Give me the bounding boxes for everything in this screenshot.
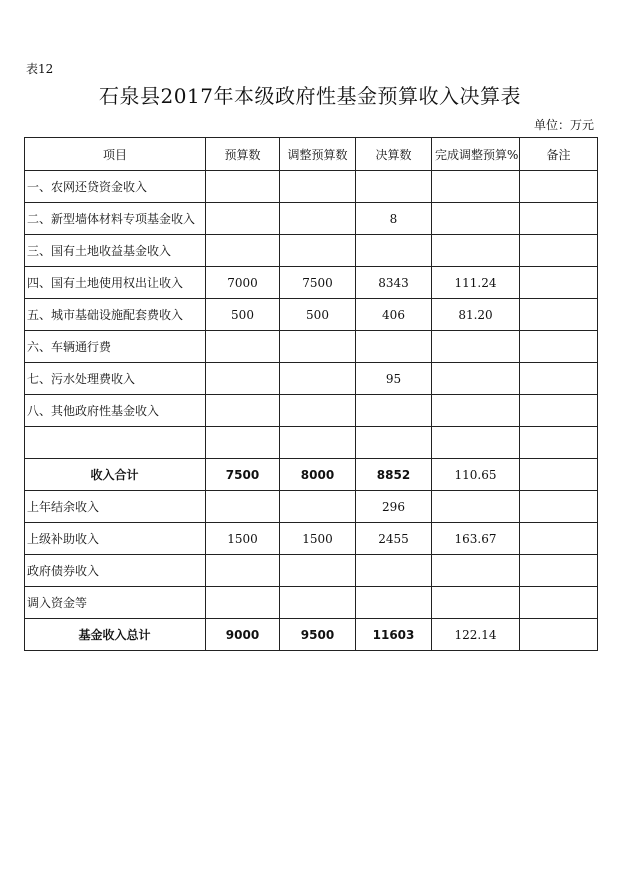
adjusted-budget-cell bbox=[280, 427, 356, 459]
note-cell bbox=[520, 395, 598, 427]
adjusted-budget-cell bbox=[280, 235, 356, 267]
note-cell bbox=[520, 299, 598, 331]
completion-pct-cell: 163.67 bbox=[432, 523, 520, 555]
adjusted-budget-cell bbox=[280, 395, 356, 427]
item-cell: 八、其他政府性基金收入 bbox=[25, 395, 206, 427]
adjusted-budget-cell: 8000 bbox=[280, 459, 356, 491]
item-cell: 七、污水处理费收入 bbox=[25, 363, 206, 395]
completion-pct-cell bbox=[432, 555, 520, 587]
table-row bbox=[25, 299, 598, 331]
note-cell bbox=[520, 619, 598, 651]
note-cell bbox=[520, 523, 598, 555]
table-body bbox=[25, 171, 598, 651]
final-amount-cell: 296 bbox=[356, 491, 432, 523]
budget-cell bbox=[206, 363, 280, 395]
budget-cell bbox=[206, 427, 280, 459]
completion-pct-cell bbox=[432, 331, 520, 363]
final-amount-cell: 8343 bbox=[356, 267, 432, 299]
final-amount-cell: 8852 bbox=[356, 459, 432, 491]
note-cell bbox=[520, 331, 598, 363]
note-cell bbox=[520, 555, 598, 587]
item-cell: 上级补助收入 bbox=[25, 523, 206, 555]
item-cell: 四、国有土地使用权出让收入 bbox=[25, 267, 206, 299]
table-row bbox=[25, 267, 598, 299]
budget-cell: 500 bbox=[206, 299, 280, 331]
completion-pct-cell bbox=[432, 587, 520, 619]
table-row bbox=[25, 491, 598, 523]
table-row bbox=[25, 523, 598, 555]
completion-pct-cell bbox=[432, 203, 520, 235]
column-header-note: 备注 bbox=[520, 138, 598, 171]
completion-pct-cell bbox=[432, 491, 520, 523]
item-cell: 二、新型墙体材料专项基金收入 bbox=[25, 203, 206, 235]
note-cell bbox=[520, 363, 598, 395]
final-amount-cell bbox=[356, 395, 432, 427]
completion-pct-cell bbox=[432, 235, 520, 267]
final-amount-cell bbox=[356, 555, 432, 587]
item-cell: 收入合计 bbox=[25, 459, 206, 491]
final-amount-cell: 8 bbox=[356, 203, 432, 235]
completion-pct-cell: 81.20 bbox=[432, 299, 520, 331]
adjusted-budget-cell bbox=[280, 491, 356, 523]
sheet-number: 表12 bbox=[26, 62, 54, 76]
final-amount-cell: 11603 bbox=[356, 619, 432, 651]
adjusted-budget-cell bbox=[280, 171, 356, 203]
completion-pct-cell bbox=[432, 363, 520, 395]
table-row bbox=[25, 171, 598, 203]
budget-cell bbox=[206, 587, 280, 619]
column-header-final: 决算数 bbox=[356, 138, 432, 171]
item-cell: 上年结余收入 bbox=[25, 491, 206, 523]
completion-pct-cell: 122.14 bbox=[432, 619, 520, 651]
table-total-row bbox=[25, 619, 598, 651]
final-amount-cell: 406 bbox=[356, 299, 432, 331]
note-cell bbox=[520, 459, 598, 491]
final-amount-cell: 95 bbox=[356, 363, 432, 395]
budget-cell: 9000 bbox=[206, 619, 280, 651]
adjusted-budget-cell bbox=[280, 587, 356, 619]
item-cell: 基金收入总计 bbox=[25, 619, 206, 651]
table-total-row bbox=[25, 459, 598, 491]
final-amount-cell bbox=[356, 235, 432, 267]
note-cell bbox=[520, 491, 598, 523]
budget-cell bbox=[206, 331, 280, 363]
note-cell bbox=[520, 427, 598, 459]
budget-cell bbox=[206, 395, 280, 427]
final-amount-cell bbox=[356, 171, 432, 203]
completion-pct-cell bbox=[432, 395, 520, 427]
table-row bbox=[25, 363, 598, 395]
adjusted-budget-cell: 7500 bbox=[280, 267, 356, 299]
adjusted-budget-cell bbox=[280, 331, 356, 363]
page-title: 石泉县2017年本级政府性基金预算收入决算表 bbox=[99, 84, 521, 108]
table-row bbox=[25, 427, 598, 459]
column-header-item: 项目 bbox=[25, 138, 206, 171]
item-cell: 一、农网还贷资金收入 bbox=[25, 171, 206, 203]
budget-cell bbox=[206, 171, 280, 203]
budget-cell: 1500 bbox=[206, 523, 280, 555]
note-cell bbox=[520, 203, 598, 235]
final-amount-cell bbox=[356, 587, 432, 619]
note-cell bbox=[520, 267, 598, 299]
table-row bbox=[25, 587, 598, 619]
final-amount-cell: 2455 bbox=[356, 523, 432, 555]
item-cell: 政府债券收入 bbox=[25, 555, 206, 587]
budget-cell: 7500 bbox=[206, 459, 280, 491]
item-cell: 六、车辆通行费 bbox=[25, 331, 206, 363]
table-row bbox=[25, 203, 598, 235]
note-cell bbox=[520, 587, 598, 619]
budget-cell bbox=[206, 203, 280, 235]
adjusted-budget-cell: 1500 bbox=[280, 523, 356, 555]
item-cell bbox=[25, 427, 206, 459]
completion-pct-cell: 110.65 bbox=[432, 459, 520, 491]
note-cell bbox=[520, 171, 598, 203]
adjusted-budget-cell: 500 bbox=[280, 299, 356, 331]
table-row bbox=[25, 395, 598, 427]
item-cell: 三、国有土地收益基金收入 bbox=[25, 235, 206, 267]
completion-pct-cell bbox=[432, 171, 520, 203]
table-row bbox=[25, 235, 598, 267]
completion-pct-cell: 111.24 bbox=[432, 267, 520, 299]
final-amount-cell bbox=[356, 427, 432, 459]
budget-cell bbox=[206, 491, 280, 523]
adjusted-budget-cell bbox=[280, 363, 356, 395]
column-header-adjusted: 调整预算数 bbox=[280, 138, 356, 171]
budget-cell bbox=[206, 235, 280, 267]
adjusted-budget-cell bbox=[280, 555, 356, 587]
completion-pct-cell bbox=[432, 427, 520, 459]
column-header-completion-pct: 完成调整预算% bbox=[432, 138, 520, 171]
budget-table bbox=[24, 137, 598, 651]
note-cell bbox=[520, 235, 598, 267]
item-cell: 五、城市基础设施配套费收入 bbox=[25, 299, 206, 331]
table-row bbox=[25, 331, 598, 363]
adjusted-budget-cell: 9500 bbox=[280, 619, 356, 651]
table-header-row bbox=[25, 138, 598, 171]
final-amount-cell bbox=[356, 331, 432, 363]
item-cell: 调入资金等 bbox=[25, 587, 206, 619]
budget-cell: 7000 bbox=[206, 267, 280, 299]
column-header-budget: 预算数 bbox=[206, 138, 280, 171]
adjusted-budget-cell bbox=[280, 203, 356, 235]
budget-cell bbox=[206, 555, 280, 587]
unit-label: 单位：万元 bbox=[533, 118, 594, 132]
table-row bbox=[25, 555, 598, 587]
